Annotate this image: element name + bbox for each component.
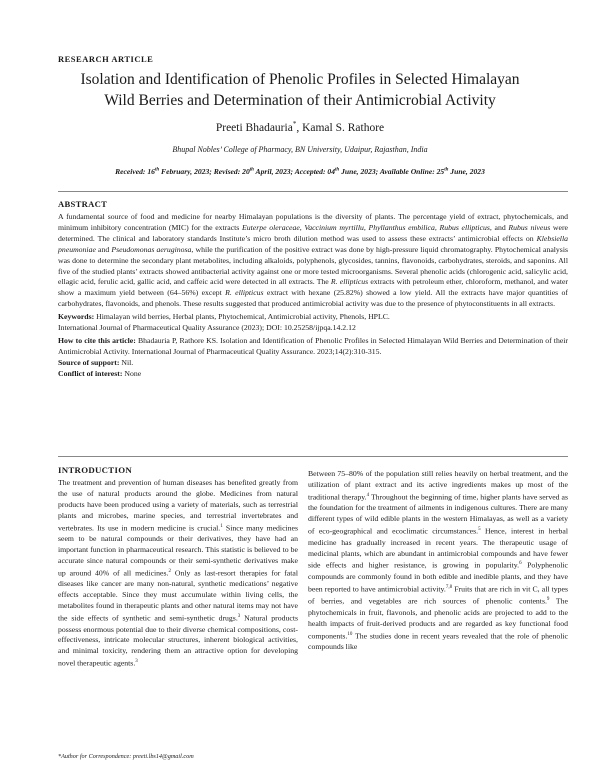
abstract-heading: ABSTRACT	[58, 199, 108, 209]
title-line-2: Wild Berries and Determination of their Antimicrobial Activity	[104, 92, 496, 109]
author-name: Kamal S. Rathore	[302, 121, 385, 134]
correspondence-footnote: *Author for Correspondence: preeti.lbs14@gmail.com	[58, 753, 194, 760]
species-name: R. ellipticus	[330, 277, 369, 287]
intro-column-left: The treatment and prevention of human diseases has benefited greatly from the use of natural products around the globe. Medicines from natural products have been produced using a variety of materials, such as terrestrial plants and microbes, marine species, and terrestrial invertebrates and vertebrates. Its use in modern medicine is crucial.$^1$ Since many medicines seem to be natural compounds or their derivatives, they have had an important function in pharmaceutical research. This statistic is believed to be accurate since natural compounds or their semi-synthetic derivatives make up around 40% of all medicines.$^2$ Only as last-resort therapies for fatal diseases like cancer are many non-natural, synthetic medications’ negative effects acceptable. Since they must accumulate within living cells, the metabolites found in therapeutic plants and other natural items may not have the side effects of synthetic and semi-synthetic drugs.$^3$ Natural products possess enormous potential due to their diverse chemical compositions, cost-effectiveness, intricate molecular structures, inherent biological activities, and minimal toxicity, rendering them an attractive option for developing novel therapeutic agents.$^3$	[58, 478, 299, 668]
author-name: Preeti Bhadauria	[215, 121, 293, 134]
source-of-support: Source of support: Nil.	[58, 357, 134, 367]
intro-column-right: Between 75–80% of the population still relies heavily on herbal treatment, and the utilization of plant extract and its active ingredients makes up most of the traditional therapy.$^4$ Throughout the beginning of time, higher plants have served as the foundation for the treatment of ailments in indigenous cultures. There are many different types of wild edible plants in the western Himalayas, as well as a variety of eco-geographical and ecoclimatic circumstances.$^5$ Hence, interest in herbal medicine has gradually increased in recent years. The therapeutic usage of medicinal plants, which are abundant in antimicrobial compounds and have fewer side effects and higher resistance, is growing in popularity.$^6$ Polyphenolic compounds are commonly found in both edible and inedible plants, and they have been reported to have antimicrobial activity.$^{7,8}$ Fruits that are rich in vit C, all types of berries, and vegetables are rich sources of phenolic contents.$^9$ The phytochemicals in fruit, flavonols, and phenolic acids are projected to add to the health impacts of fruit-derived products and are regarded as key functional food components.$^{10}$ The studies done in recent years revealed that the role of phenolic compounds like	[308, 469, 569, 652]
species-name: Klebsiella pneumoniae	[58, 233, 568, 254]
reference-mark: 3	[237, 614, 241, 620]
introduction-heading: INTRODUCTION	[58, 465, 132, 475]
species-name: Rubus niveus	[508, 222, 551, 232]
ordinal-suffix: th	[444, 167, 449, 173]
author-separator: ,	[296, 121, 303, 134]
accepted-date-rest: June, 2023;	[339, 167, 380, 176]
conflict-of-interest: Conflict of interest: None	[58, 368, 142, 378]
article-title	[40, 69, 560, 111]
journal-doi: International Journal of Pharmaceutical Quality Assurance (2023); DOI: 10.25258/ijpqa.14.2.12	[58, 323, 356, 333]
reference-mark: 7,8	[445, 584, 453, 590]
reference-mark: 4	[366, 492, 370, 498]
received-date: Received: 16	[115, 167, 155, 176]
received-date-rest: February, 2023;	[159, 167, 214, 176]
reference-mark: 1	[220, 523, 223, 529]
ordinal-suffix: th	[249, 167, 254, 173]
ordinal-suffix: th	[335, 167, 340, 173]
affiliation: Bhupal Nobles’ College of Pharmacy, BN University, Udaipur, Rajasthan, India	[172, 145, 428, 154]
online-date-rest: June, 2023	[448, 167, 485, 176]
accepted-date: Accepted: 04	[294, 167, 335, 176]
reference-mark: 10	[347, 631, 353, 637]
reference-mark: 2	[168, 568, 171, 574]
author-list	[0, 120, 600, 134]
reference-mark: 5	[478, 527, 481, 533]
species-name: Euterpe oleraceae, Vaccinium myrtillu, Phyllanthus embilica, Rubus ellipticus,	[242, 222, 492, 232]
ordinal-suffix: th	[154, 167, 160, 173]
reference-mark: 6	[519, 561, 522, 567]
reference-mark: 3	[135, 659, 138, 665]
keywords: Keywords: Himalayan wild berries, Herbal plants, Phytochemical, Antimicrobial activity, Phenols, HPLC.	[58, 312, 390, 322]
online-date: Available Online: 25	[379, 167, 445, 176]
divider-top	[58, 191, 568, 192]
revised-date-rest: April, 2023;	[253, 167, 295, 176]
article-type-label: RESEARCH ARTICLE	[58, 54, 154, 64]
revised-date: Revised: 20	[213, 167, 250, 176]
publication-dates	[0, 167, 600, 176]
species-name: Pseudomonas aeruginosa	[111, 244, 192, 254]
corresponding-author-mark: *	[292, 120, 297, 128]
abstract-body	[58, 212, 568, 380]
reference-mark: 9	[546, 597, 550, 603]
abstract-text: A fundamental source of food and medicine for nearby Himalayan populations is the diversity of plants. The percentage yield of extract, phytochemicals, and minimum inhibitory concentration (MIC) for the extracts Euterpe oleraceae, Vaccinium myrtillu, Phyllanthus embilica, Rubus ellipticus, and Rubus niveus were determined. The clinical and laboratory standards Institute’s micro broth dilution method was used to assess these extracts’ antimicrobial effects on Klebsiella pneumoniae and Pseudomonas aeruginosa, while the purification of the positive extract was done by high-pressure liquid chromatography. Phytochemical analysis was done to determine the secondary plant metabolites, including alkaloids, polyphenols, glycosides, tannins, flavonoids, carbohydrates, steroids, and saponins. All five of the studied plants’ extracts showed antibacterial activity against one or more tested microorganisms. Several phenolic acids (chlorogenic acid, salicylic acid, ellagic acid, ferulic acid, gallic acid, and caffeic acid were detected in all extracts. The R. ellipticus extracts with petroleum ether, chloroform, methanol, and water show a maximum yield between (64–56%) except R. ellipticus extract with hexane (25.82%) showed a low yield. All the extracts have major quantities of carbohydrates, flavonoids, and phenols. These results suggested that produced antimicrobial activity was due to the presence of phytoconstituents in all extracts.	[58, 212, 568, 309]
citation: How to cite this article: Bhadauria P, Rathore KS. Isolation and Identification of Phenolic Profiles in Selected Himalayan Wild Berries and Determination of their Antimicrobial Activity. International Journal of Pharmaceutical Quality Assurance. 2023;14(2):310-315.	[58, 335, 568, 356]
title-line-1: Isolation and Identification of Phenolic Profiles in Selected Himalayan	[80, 71, 520, 88]
species-name: R. ellipticus	[225, 288, 264, 298]
divider-bottom	[58, 456, 568, 457]
